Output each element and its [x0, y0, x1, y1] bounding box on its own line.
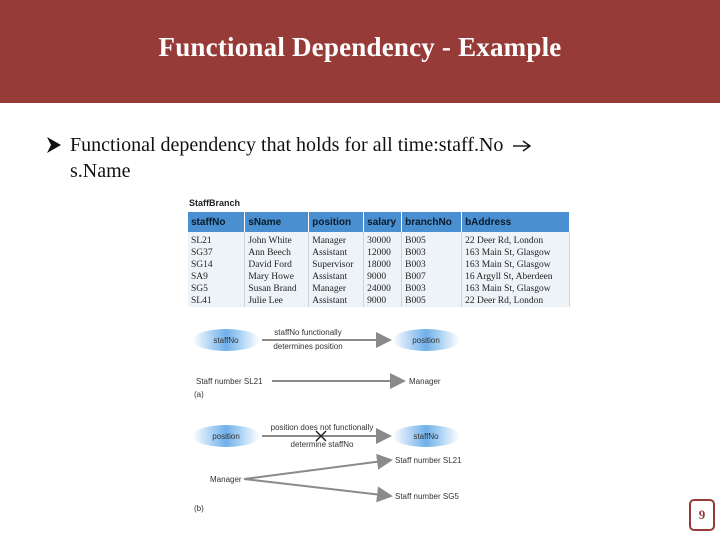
table-cell: B007 [402, 271, 462, 283]
table-cell: 163 Main St, Glasgow [462, 283, 570, 295]
functional-dependency-figure [186, 198, 572, 518]
staffno-node-label: staffNo [213, 336, 239, 345]
bullet-line-1: Functional dependency that holds for all time:staff.No [70, 134, 504, 156]
part-a-label: (a) [194, 390, 204, 399]
column-header: salary [364, 212, 402, 232]
table-cell: B003 [402, 259, 462, 271]
example-b-right-2: Staff number SG5 [395, 492, 459, 501]
table-cell: 18000 [364, 259, 402, 271]
table-cell: SA9 [188, 271, 245, 283]
table-cell: 12000 [364, 247, 402, 259]
table-cell: Mary Howe [245, 271, 309, 283]
relation-a-bottom: determines position [273, 342, 343, 351]
table-cell: 16 Argyll St, Aberdeen [462, 271, 570, 283]
table-cell: Assistant [309, 295, 364, 307]
title-bar [0, 0, 720, 103]
example-a-left: Staff number SL21 [196, 377, 263, 386]
bullet-line-2: s.Name [70, 160, 131, 182]
table-cell: SG37 [188, 247, 245, 259]
table-cell: Julie Lee [245, 295, 309, 307]
page-number: 9 [698, 507, 706, 522]
position-node-b-label: position [212, 432, 240, 441]
table-cell: Supervisor [309, 259, 364, 271]
column-header: branchNo [402, 212, 462, 232]
table-cell: 22 Deer Rd, London [462, 295, 570, 307]
table-cell: Assistant [309, 247, 364, 259]
table-cell: SG5 [188, 283, 245, 295]
relation-b-bottom: determine staffNo [290, 440, 354, 449]
table-name: StaffBranch [189, 198, 241, 208]
table-cell: SL21 [188, 232, 245, 247]
position-node-label: position [412, 336, 440, 345]
example-b-arrow-2 [244, 479, 391, 496]
column-header: bAddress [462, 212, 570, 232]
table-cell: B003 [402, 247, 462, 259]
table-cell: Manager [309, 283, 364, 295]
column-header: staffNo [188, 212, 245, 232]
table-cell: 9000 [364, 271, 402, 283]
table-cell: 9000 [364, 295, 402, 307]
relation-b-top: position does not functionally [270, 423, 374, 432]
right-arrow-icon [512, 139, 532, 153]
table-cell: B005 [402, 232, 462, 247]
table-cell: 163 Main St, Glasgow [462, 259, 570, 271]
table-cell: John White [245, 232, 309, 247]
table-cell: 22 Deer Rd, London [462, 232, 570, 247]
example-a-right: Manager [409, 377, 441, 386]
column-header: sName [245, 212, 309, 232]
dependency-diagram [186, 198, 572, 518]
table-cell: 163 Main St, Glasgow [462, 247, 570, 259]
table-cell: Assistant [309, 271, 364, 283]
part-b-label: (b) [194, 504, 204, 513]
bullet-arrow-icon [46, 136, 62, 154]
table-cell: B003 [402, 283, 462, 295]
table-cell: Manager [309, 232, 364, 247]
example-b-left: Manager [210, 475, 242, 484]
example-b-arrow-1 [244, 460, 391, 479]
relation-a-top: staffNo functionally [274, 328, 342, 337]
table-cell: 30000 [364, 232, 402, 247]
column-header: position [309, 212, 364, 232]
table-cell: Susan Brand [245, 283, 309, 295]
table-cell: 24000 [364, 283, 402, 295]
table-cell: SL41 [188, 295, 245, 307]
page-number-badge [689, 499, 715, 531]
staffno-node-b-label: staffNo [413, 432, 439, 441]
table-cell: David Ford [245, 259, 309, 271]
bullet-text [70, 132, 670, 184]
table-cell: SG14 [188, 259, 245, 271]
example-b-right-1: Staff number SL21 [395, 456, 462, 465]
table-cell: Ann Beech [245, 247, 309, 259]
slide-title: Functional Dependency - Example [158, 32, 562, 62]
table-cell: B005 [402, 295, 462, 307]
